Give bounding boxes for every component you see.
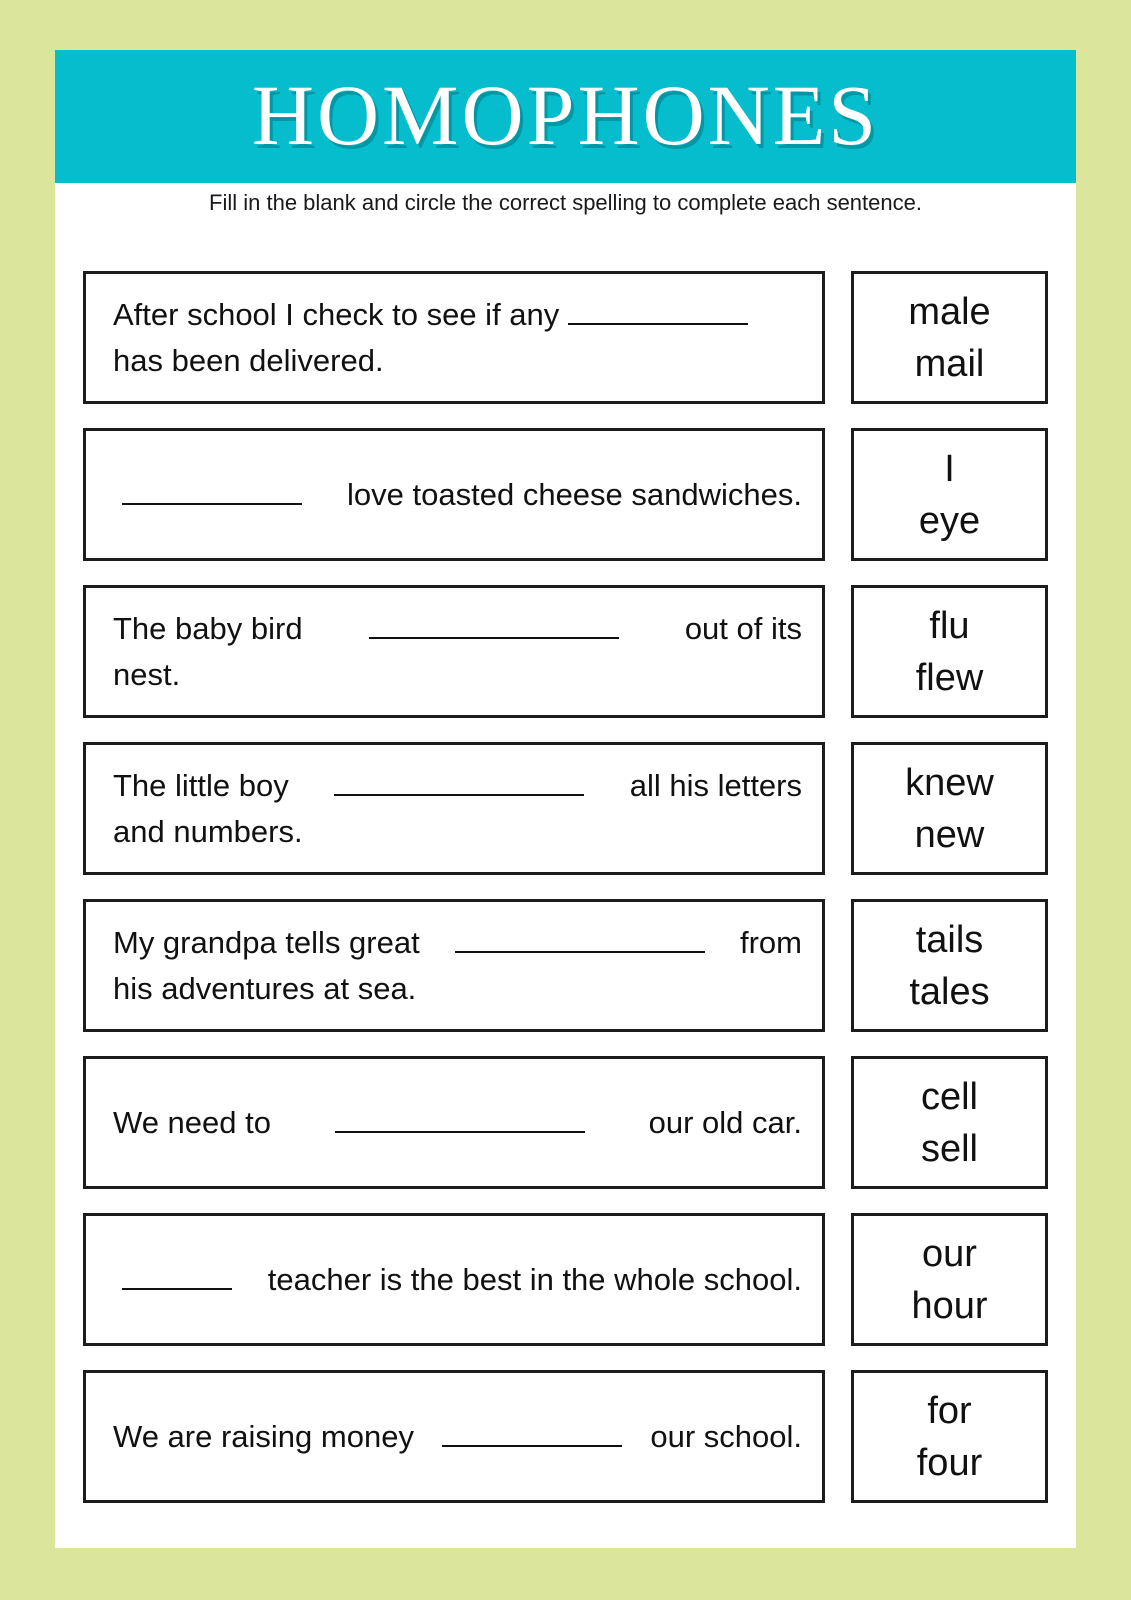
sentence-text-before: We need to <box>113 1104 271 1140</box>
answer-blank[interactable] <box>334 764 584 796</box>
word-choice-box <box>851 428 1048 561</box>
word-choice-option[interactable]: mail <box>914 342 985 385</box>
word-choice-option[interactable]: flew <box>915 656 984 699</box>
sentence-text-after: from <box>740 924 802 960</box>
answer-blank[interactable] <box>455 921 705 953</box>
sentence-content <box>113 274 802 401</box>
word-choice-box <box>851 271 1048 404</box>
sentence-box[interactable] <box>83 899 825 1032</box>
word-choice-option[interactable]: hour <box>911 1284 988 1327</box>
word-choice-option[interactable]: sell <box>920 1127 979 1170</box>
instruction-text: Fill in the blank and circle the correct spelling to complete each sentence. <box>209 190 922 215</box>
sentence-text-after: out of its <box>684 610 802 646</box>
worksheet-sheet <box>55 50 1076 1548</box>
sentence-text-before: his adventures at sea. <box>113 970 417 1006</box>
sentence-line <box>113 606 802 652</box>
sentence-line <box>113 763 802 809</box>
sentence-line <box>113 1257 802 1303</box>
sentence-content <box>113 431 802 558</box>
word-choice-box <box>851 742 1048 875</box>
sentence-text-before: and numbers. <box>113 813 303 849</box>
word-choice-option[interactable]: I <box>944 447 955 490</box>
word-choice-box <box>851 1056 1048 1189</box>
sentence-content <box>113 1216 802 1343</box>
sentence-text-after: all his letters <box>629 767 802 803</box>
sentence-line <box>113 472 802 518</box>
sentence-box[interactable] <box>83 1056 825 1189</box>
sentence-box[interactable] <box>83 428 825 561</box>
sentence-line <box>113 966 802 1012</box>
answer-blank[interactable] <box>335 1101 585 1133</box>
word-choice-option[interactable]: tales <box>909 970 990 1013</box>
sentence-line <box>113 652 802 698</box>
exercise-row <box>83 271 1048 404</box>
exercise-row <box>83 428 1048 561</box>
word-choice-box <box>851 1370 1048 1503</box>
word-choice-option[interactable]: our <box>922 1232 977 1275</box>
sentence-line <box>113 1414 802 1460</box>
word-choice-option[interactable]: eye <box>918 499 981 542</box>
word-choice-option[interactable]: four <box>916 1441 983 1484</box>
sentence-text-after: teacher is the best in the whole school. <box>267 1261 802 1297</box>
sentence-text-before: The baby bird <box>113 610 303 646</box>
sentence-line <box>113 338 802 384</box>
sentence-box[interactable] <box>83 1370 825 1503</box>
word-choice-option[interactable]: knew <box>905 761 994 804</box>
sentence-box[interactable] <box>83 271 825 404</box>
title-banner <box>55 50 1076 183</box>
sentence-text-before: has been delivered. <box>113 342 384 378</box>
sentence-box[interactable] <box>83 742 825 875</box>
word-choice-option[interactable]: cell <box>920 1075 979 1118</box>
sentence-text-after: our school. <box>650 1418 802 1454</box>
sentence-content <box>113 1373 802 1500</box>
sentence-line <box>113 292 802 338</box>
word-choice-option[interactable]: flu <box>929 604 970 647</box>
sentence-line <box>113 1100 802 1146</box>
exercise-row <box>83 899 1048 1032</box>
sentence-text-after: love toasted cheese sandwiches. <box>347 476 802 512</box>
answer-blank[interactable] <box>122 473 302 505</box>
exercise-row <box>83 1056 1048 1189</box>
sentence-line <box>113 809 802 855</box>
sentence-box[interactable] <box>83 585 825 718</box>
sentence-text-before: The little boy <box>113 767 289 803</box>
sentence-content <box>113 1059 802 1186</box>
sentence-text-before: My grandpa tells great <box>113 924 420 960</box>
answer-blank[interactable] <box>568 293 748 325</box>
word-choice-option[interactable]: tails <box>915 918 984 961</box>
word-choice-box <box>851 585 1048 718</box>
answer-blank[interactable] <box>369 607 619 639</box>
sentence-text-before: nest. <box>113 656 181 692</box>
sentence-line <box>113 920 802 966</box>
word-choice-box <box>851 899 1048 1032</box>
page-title: HOMOPHONES <box>251 66 880 163</box>
sentence-text-before: We are raising money <box>113 1418 414 1454</box>
word-choice-option[interactable]: new <box>914 813 985 856</box>
sentence-text-after: our old car. <box>648 1104 802 1140</box>
exercise-row <box>83 585 1048 718</box>
word-choice-option[interactable]: for <box>927 1389 972 1432</box>
sentence-box[interactable] <box>83 1213 825 1346</box>
sentence-content <box>113 588 802 715</box>
sentence-text-before: After school I check to see if any <box>113 296 560 332</box>
sentence-content <box>113 745 802 872</box>
word-choice-box <box>851 1213 1048 1346</box>
exercise-row <box>83 1213 1048 1346</box>
answer-blank[interactable] <box>122 1258 232 1290</box>
sentence-content <box>113 902 802 1029</box>
exercise-row <box>83 1370 1048 1503</box>
answer-blank[interactable] <box>442 1415 622 1447</box>
word-choice-option[interactable]: male <box>908 290 991 333</box>
exercise-row <box>83 742 1048 875</box>
